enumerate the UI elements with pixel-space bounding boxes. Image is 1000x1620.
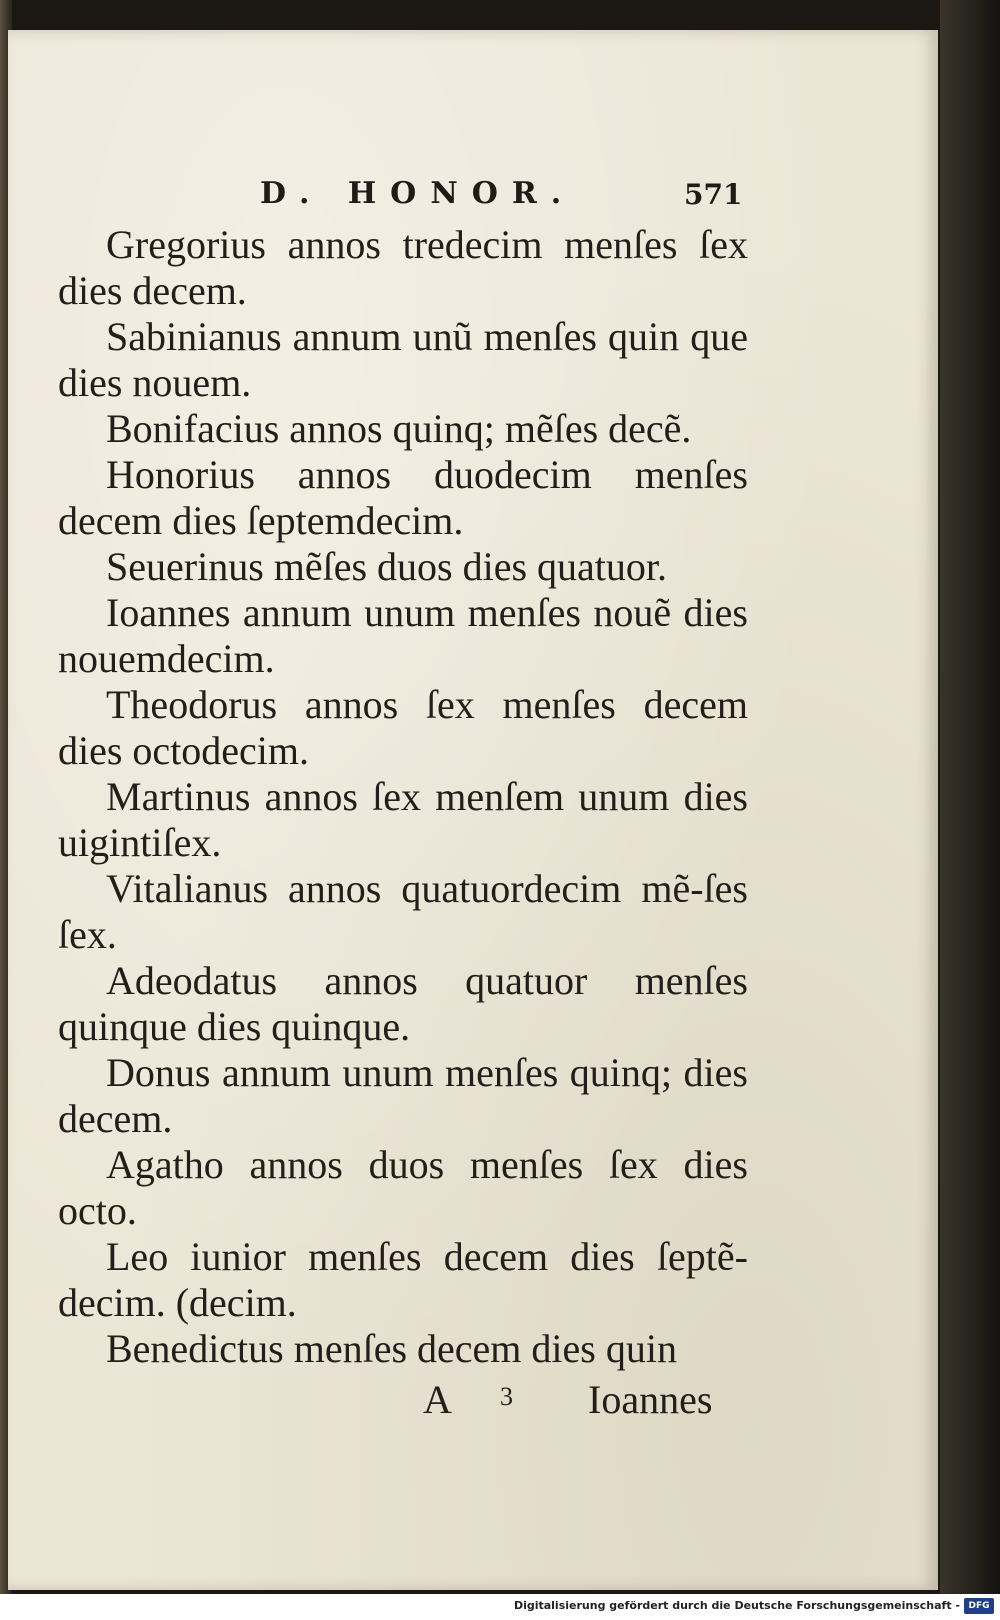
footer-credit: Digitalisierung gefördert durch die Deutsche Forschungsgemeinschaft -	[513, 1599, 960, 1612]
list-item: Sabinianus annum unũ menſes quin que dies nouem.	[58, 314, 748, 405]
book-page	[8, 30, 938, 1590]
list-item: Leo iunior menſes decem dies ſeptẽ-decim. (decim.	[58, 1234, 748, 1325]
running-head: D. HONOR.	[260, 176, 576, 211]
list-item: Seuerinus mẽſes duos dies quatuor.	[106, 544, 668, 589]
list-item: Honorius annos duodecim menſes decem dies ſeptemdecim.	[58, 452, 748, 543]
body-text	[58, 222, 748, 1372]
signature-number: 3	[500, 1382, 513, 1411]
page-number: 571	[684, 178, 743, 211]
list-item: Adeodatus annos quatuor menſes quinque dies quinque.	[58, 958, 748, 1049]
list-item: Gregorius annos tredecim menſes ſex dies decem.	[58, 222, 748, 313]
page-header	[8, 176, 938, 216]
digitization-footer	[0, 1594, 1000, 1620]
list-item: Donus annum unum menſes quinq; dies decem.	[58, 1050, 748, 1141]
signature-line	[8, 1376, 938, 1426]
list-item: Agatho annos duos menſes ſex dies octo.	[58, 1142, 748, 1233]
dfg-logo-icon: DFG	[964, 1598, 994, 1614]
list-item: Bonifacius annos quinq; mẽſes decẽ.	[106, 406, 692, 451]
signature-mark: A	[423, 1377, 452, 1422]
list-item: Vitalianus annos quatuordecim mẽ-ſes ſex.	[58, 866, 748, 957]
catchword: Ioannes	[588, 1377, 713, 1422]
list-item: Theodorus annos ſex menſes decem dies octodecim.	[58, 682, 748, 773]
book-fore-edge	[940, 0, 1000, 1620]
list-item: Ioannes annum unum menſes nouẽ dies nouemdecim.	[58, 590, 748, 681]
list-item: Benedictus menſes decem dies quin	[106, 1326, 677, 1371]
list-item: Martinus annos ſex menſem unum dies uigintiſex.	[58, 774, 748, 865]
